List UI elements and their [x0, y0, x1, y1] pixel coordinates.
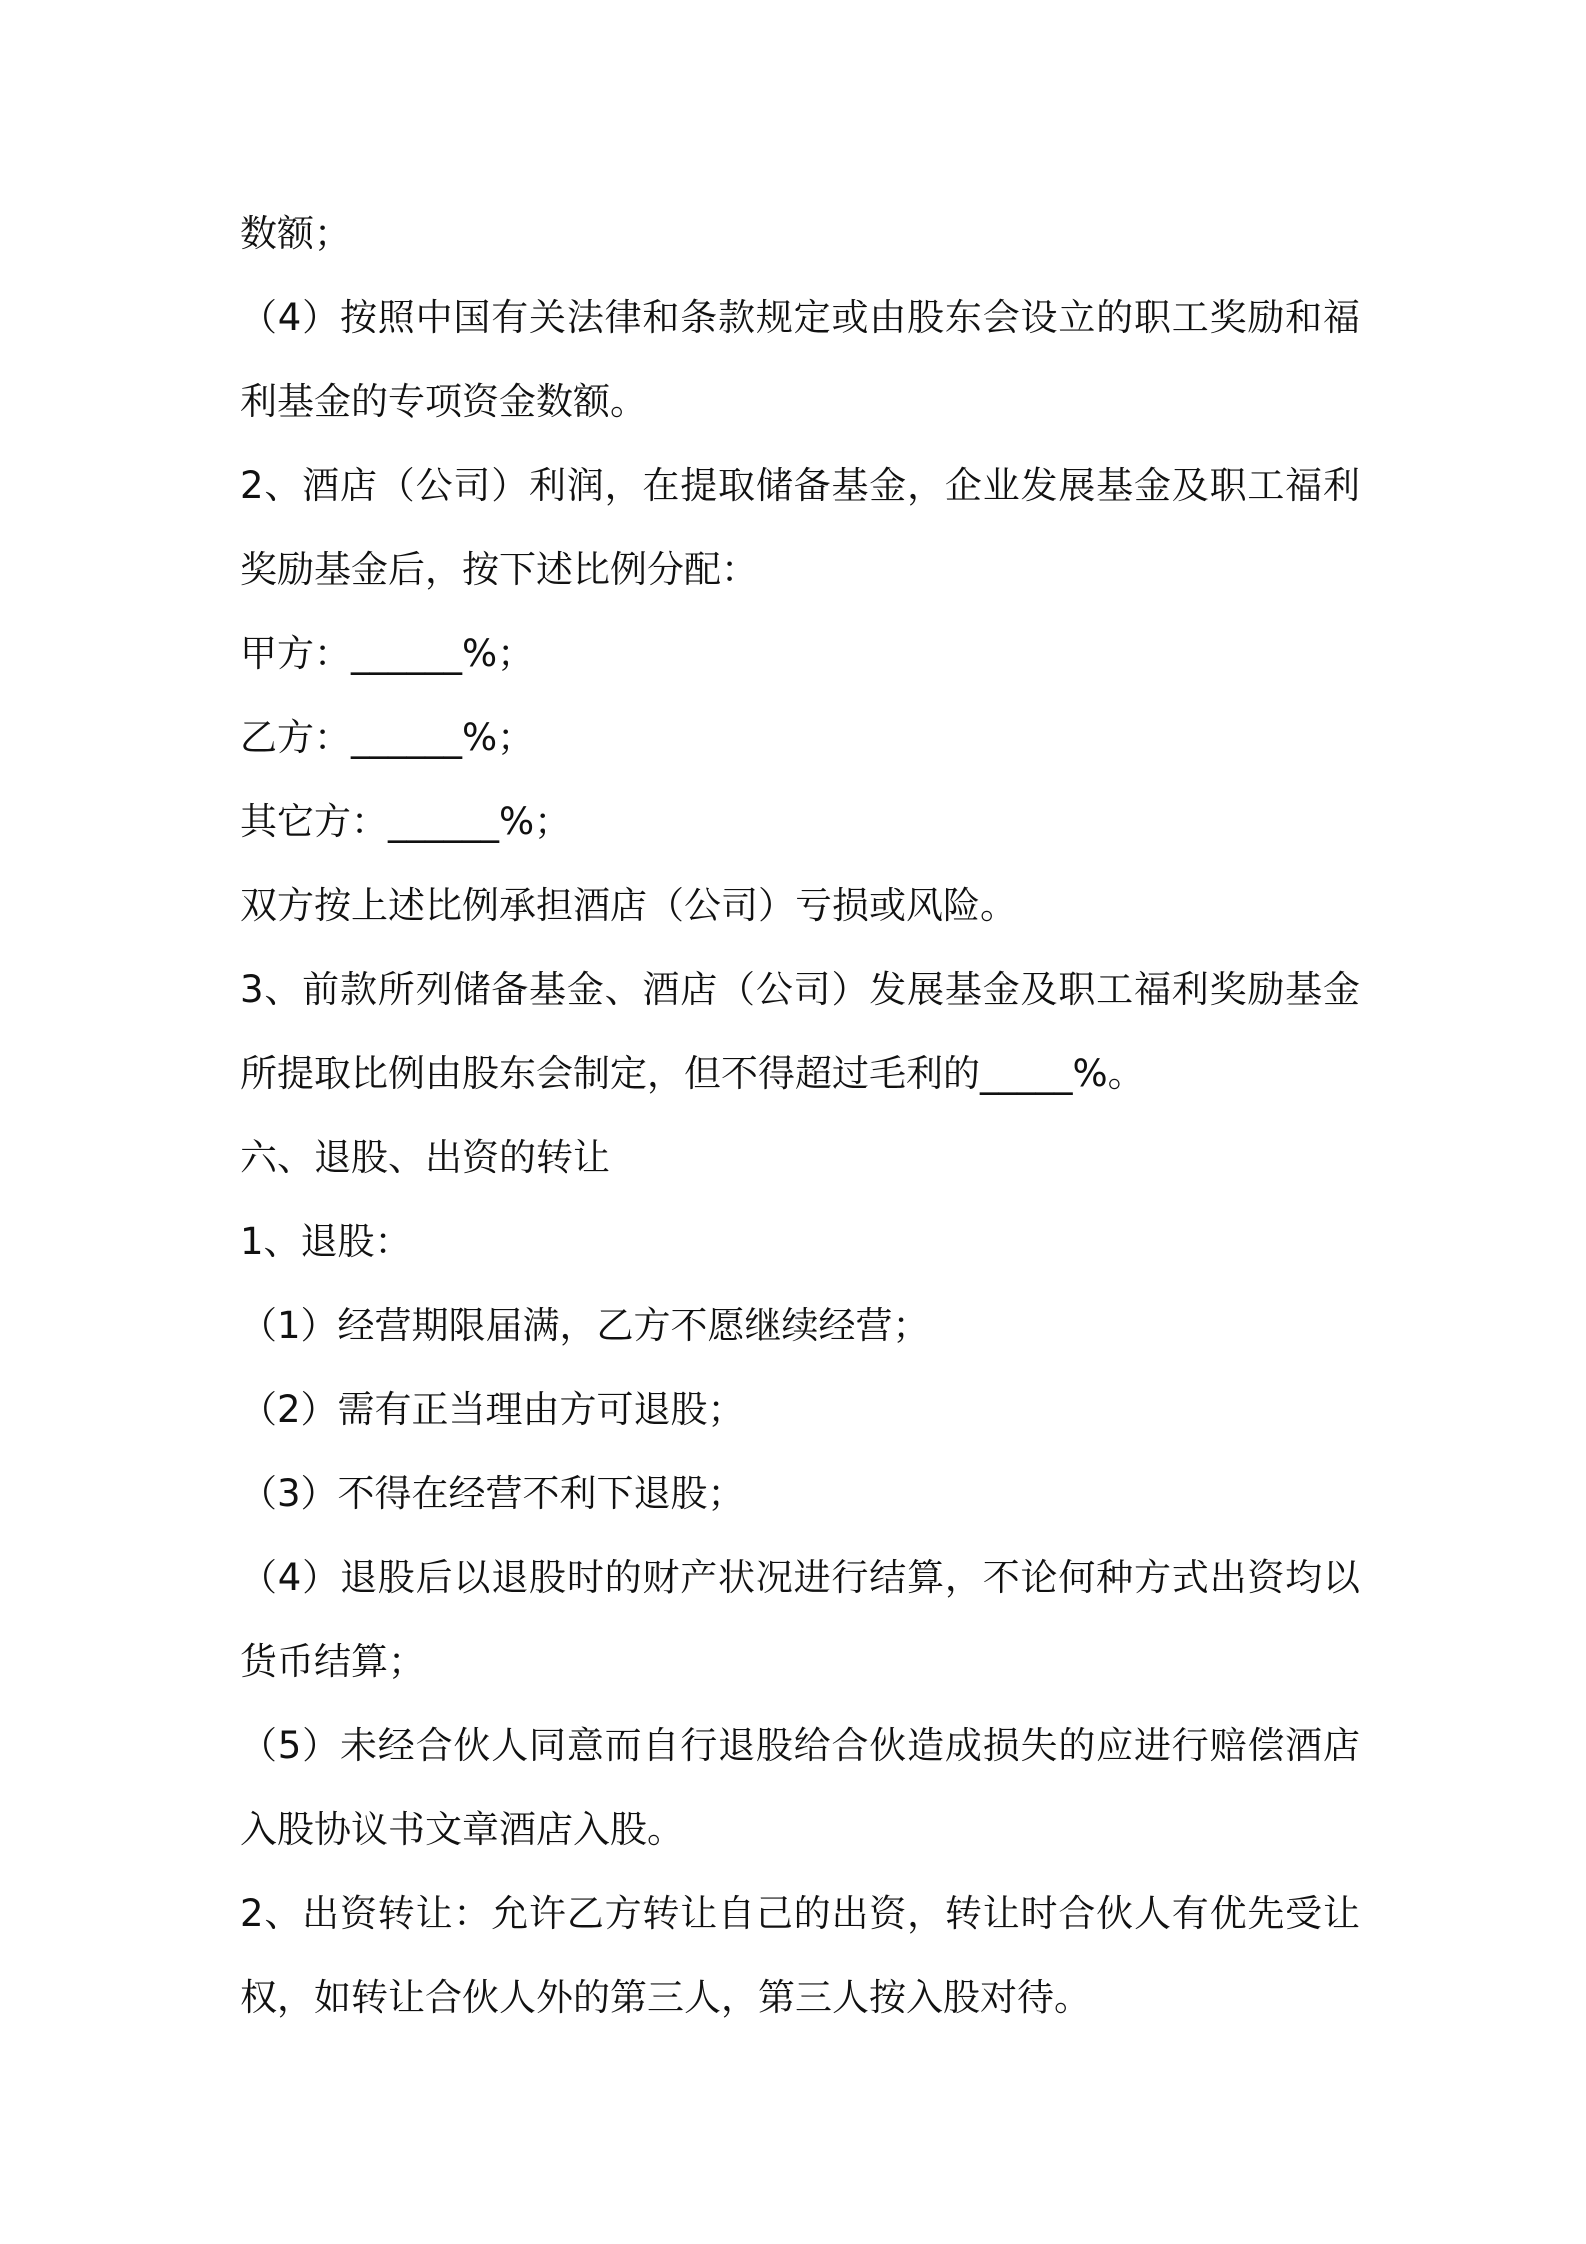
- text-line: 2、出资转让：允许乙方转让自己的出资，转让时合伙人有优先受让: [240, 1892, 1360, 1935]
- section-heading: 六、退股、出资的转让: [240, 1136, 610, 1179]
- text-line: 甲方：______%；: [240, 632, 535, 675]
- text-line: 奖励基金后，按下述比例分配：: [240, 548, 758, 591]
- document-body: [240, 192, 1360, 2040]
- text-line: 权，如转让合伙人外的第三人，第三人按入股对待。: [240, 1976, 1091, 2019]
- text-line: （4）按照中国有关法律和条款规定或由股东会设立的职工奖励和福: [240, 296, 1360, 339]
- text-line: 1、退股：: [240, 1220, 412, 1263]
- text-line: 双方按上述比例承担酒店（公司）亏损或风险。: [240, 884, 1017, 927]
- text-line: 利基金的专项资金数额。: [240, 380, 647, 423]
- text-line: （1）经营期限届满，乙方不愿继续经营；: [240, 1304, 930, 1347]
- text-line: 2、酒店（公司）利润，在提取储备基金，企业发展基金及职工福利: [240, 464, 1360, 507]
- text-line: 其它方：______%；: [240, 800, 572, 843]
- text-line: 入股协议书文章酒店入股。: [240, 1808, 684, 1851]
- text-line: 所提取比例由股东会制定，但不得超过毛利的_____%。: [240, 1052, 1145, 1095]
- text-line: 3、前款所列储备基金、酒店（公司）发展基金及职工福利奖励基金: [240, 968, 1360, 1011]
- text-line: （4）退股后以退股时的财产状况进行结算，不论何种方式出资均以: [240, 1556, 1360, 1599]
- text-line: 乙方：______%；: [240, 716, 535, 759]
- text-line: （3）不得在经营不利下退股；: [240, 1472, 745, 1515]
- text-line: （5）未经合伙人同意而自行退股给合伙造成损失的应进行赔偿酒店: [240, 1724, 1360, 1767]
- text-line: 数额；: [240, 212, 351, 255]
- text-line: （2）需有正当理由方可退股；: [240, 1388, 745, 1431]
- text-line: 货币结算；: [240, 1640, 425, 1683]
